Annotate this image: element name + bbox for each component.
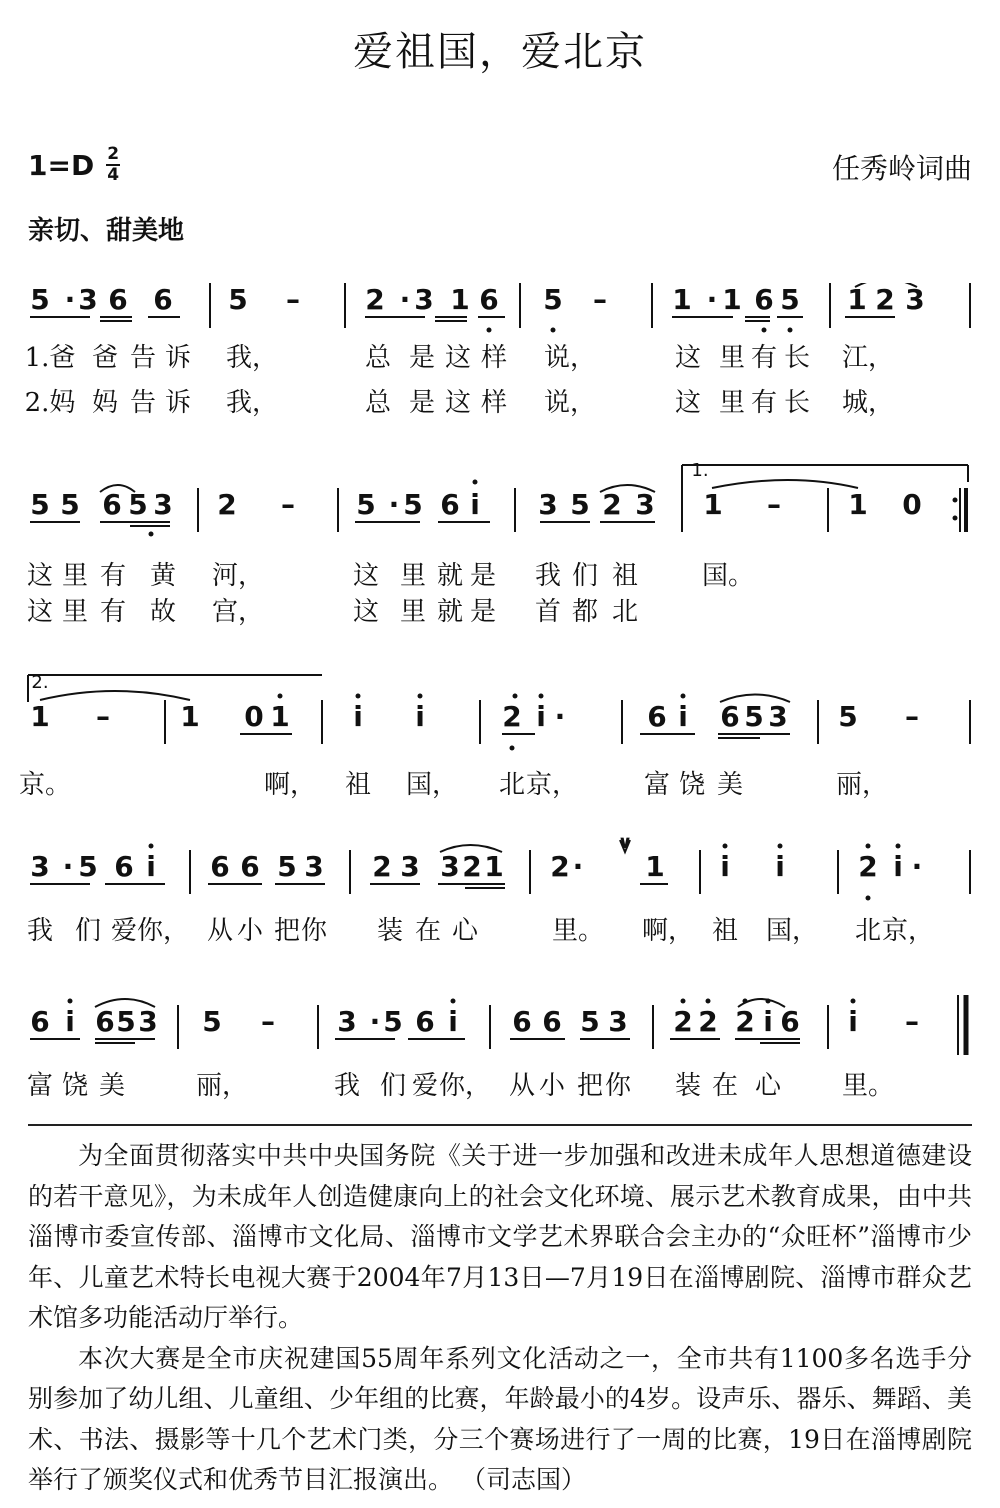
lyric: 首	[534, 597, 562, 627]
note: 1	[847, 283, 867, 316]
key-signature	[28, 145, 120, 185]
lyric: 说，	[543, 388, 597, 418]
lyric: 心	[754, 1071, 782, 1101]
note: i	[65, 1005, 75, 1038]
lyric: 故	[149, 597, 177, 627]
note: 6	[647, 700, 667, 733]
lyric: 美	[716, 770, 744, 800]
note: 5	[128, 488, 148, 521]
lyric: 2.妈	[24, 388, 76, 418]
lyric: 国，	[405, 770, 459, 800]
note: 1	[645, 850, 665, 883]
note: 3	[337, 1005, 357, 1038]
lyric: 黄	[149, 561, 177, 591]
lyric: 这	[674, 343, 702, 373]
note: i	[415, 700, 425, 733]
note-dot: ·	[388, 488, 400, 521]
note-dash: –	[767, 488, 781, 521]
lyric: 你，	[438, 1071, 492, 1101]
note-dot: ·	[572, 850, 584, 883]
note: 1	[703, 488, 723, 521]
lyrics-row-4	[0, 916, 1000, 956]
lyric: 总	[364, 388, 392, 418]
note: 6	[754, 283, 774, 316]
lyric: 们	[74, 916, 102, 946]
lyric: 我，	[225, 388, 279, 418]
note-dash: –	[905, 700, 919, 733]
note: 2	[698, 1005, 718, 1038]
lyric: 有	[750, 343, 778, 373]
lyric: 我	[333, 1071, 361, 1101]
lyric: 这	[444, 343, 472, 373]
note: 3	[304, 850, 324, 883]
note: 5	[383, 1005, 403, 1038]
note: i	[146, 850, 156, 883]
paragraph-1: 为全面贯彻落实中共中央国务院《关于进一步加强和改进未成年人思想道德建设的若干意见》，为未成年人创造健康向上的社会文化环境、展示艺术教育成果，由中共淄博市委宣传部、淄博市文化局、淄博市文学艺术界联合会主办的“众旺杯”淄博市少年、儿童艺术特长电视大赛于2004年7月13日—7月19日在淄博剧院、淄博市群众艺术馆多功能活动厅举行。	[28, 1141, 972, 1332]
lyric: 爱	[110, 916, 138, 946]
lyric: 爸	[91, 343, 119, 373]
lyric: 是	[469, 561, 497, 591]
article-body	[28, 1136, 972, 1501]
note: 2	[673, 1005, 693, 1038]
note: 6	[512, 1005, 532, 1038]
lyric: 们	[379, 1071, 407, 1101]
note: 3	[635, 488, 655, 521]
lyric: 饶	[61, 1071, 89, 1101]
note: 5	[202, 1005, 222, 1038]
note: 1	[270, 700, 290, 733]
lyric: 里	[61, 561, 89, 591]
note: 3	[138, 1005, 158, 1038]
breath-mark: ∨	[617, 832, 633, 853]
lyrics-row-1-verse-1	[0, 343, 1000, 383]
lyric: 们	[571, 561, 599, 591]
lyric: 从	[508, 1071, 536, 1101]
note: 6	[240, 850, 260, 883]
lyric: 总	[364, 343, 392, 373]
lyric: 装	[674, 1071, 702, 1101]
lyric: 样	[480, 388, 508, 418]
note: 6	[720, 700, 740, 733]
note: 5	[570, 488, 590, 521]
note: 5	[30, 488, 50, 521]
note-dot: ·	[399, 283, 411, 316]
note: 5	[580, 1005, 600, 1038]
lyric: 京，	[881, 916, 935, 946]
note: 2	[875, 283, 895, 316]
lyric: 就	[436, 561, 464, 591]
note: i	[775, 850, 785, 883]
note: 6	[108, 283, 128, 316]
note: 6	[415, 1005, 435, 1038]
lyric: 是	[469, 597, 497, 627]
lyric: 把	[273, 916, 301, 946]
note: 5	[780, 283, 800, 316]
lyric: 告	[129, 343, 157, 373]
lyric: 你，	[136, 916, 190, 946]
note: 6	[440, 488, 460, 521]
lyric: 这	[26, 597, 54, 627]
lyric: 从	[206, 916, 234, 946]
note: 6	[114, 850, 134, 883]
lyric: 有	[750, 388, 778, 418]
lyric: 你	[300, 916, 328, 946]
lyric: 有	[99, 561, 127, 591]
note: 5	[116, 1005, 136, 1038]
lyric: 妈	[91, 388, 119, 418]
lyric: 装	[376, 916, 404, 946]
note-dot: ·	[369, 1005, 381, 1038]
note: 6	[153, 283, 173, 316]
lyric: 心	[451, 916, 479, 946]
note: 2	[462, 850, 482, 883]
note: i	[893, 850, 903, 883]
note-dash: –	[281, 488, 295, 521]
lyric: 河，	[211, 561, 265, 591]
note: 3	[30, 850, 50, 883]
lyric: 你	[604, 1071, 632, 1101]
note: 3	[440, 850, 460, 883]
lyric: 里	[718, 388, 746, 418]
note: 2	[365, 283, 385, 316]
lyric: 北	[611, 597, 639, 627]
note: i	[448, 1005, 458, 1038]
note: 6	[102, 488, 122, 521]
staff-row-3	[0, 672, 1000, 752]
note: 5	[744, 700, 764, 733]
lyric: 说，	[543, 343, 597, 373]
lyric: 啊，	[641, 916, 695, 946]
lyric: 祖	[344, 770, 372, 800]
lyric: 国。	[701, 561, 755, 591]
lyric: 国，	[765, 916, 819, 946]
note-dot: ·	[706, 283, 718, 316]
note: 2	[502, 700, 522, 733]
note: 3	[608, 1005, 628, 1038]
note-dot: ·	[64, 283, 76, 316]
lyric: 京。	[18, 770, 72, 800]
lyric: 啊，	[263, 770, 317, 800]
lyrics-row-2-verse-1	[0, 561, 1000, 601]
staff-row-5	[0, 985, 1000, 1065]
lyric: 丽，	[835, 770, 889, 800]
time-signature	[106, 146, 120, 184]
note: 6	[479, 283, 499, 316]
note-dot: ·	[911, 850, 923, 883]
lyric: 是	[408, 343, 436, 373]
note: 1	[722, 283, 742, 316]
lyric: 诉	[164, 343, 192, 373]
note: i	[678, 700, 688, 733]
lyric: 城，	[841, 388, 895, 418]
lyric: 小	[236, 916, 264, 946]
note: 1	[450, 283, 470, 316]
song-title: 爱祖国，爱北京	[353, 29, 647, 75]
lyric: 北	[498, 770, 526, 800]
note-dash: –	[261, 1005, 275, 1038]
note: 3	[153, 488, 173, 521]
lyric: 1.爸	[24, 343, 76, 373]
lyric: 富	[26, 1071, 54, 1101]
note: 3	[768, 700, 788, 733]
note: i	[353, 700, 363, 733]
lyric: 这	[352, 597, 380, 627]
time-signature-top: 2	[107, 144, 120, 164]
lyric: 美	[98, 1071, 126, 1101]
lyric: 告	[129, 388, 157, 418]
note: 1	[484, 850, 504, 883]
note: 2	[550, 850, 570, 883]
lyric: 里。	[551, 916, 605, 946]
lyric: 都	[571, 597, 599, 627]
note: 0	[244, 700, 264, 733]
note: 2	[735, 1005, 755, 1038]
lyric: 祖	[711, 916, 739, 946]
note: i	[763, 1005, 773, 1038]
lyric: 有	[99, 597, 127, 627]
lyric: 富	[643, 770, 671, 800]
lyric: 我	[26, 916, 54, 946]
lyric: 在	[414, 916, 442, 946]
lyric: 这	[444, 388, 472, 418]
lyric: 宫，	[211, 597, 265, 627]
note: 3	[538, 488, 558, 521]
note: i	[536, 700, 546, 733]
staff-row-2	[0, 460, 1000, 540]
lyric: 这	[674, 388, 702, 418]
section-divider	[28, 1124, 972, 1126]
note: 6	[210, 850, 230, 883]
lyrics-row-2-verse-2	[0, 597, 1000, 637]
lyric: 京，	[525, 770, 579, 800]
lyric: 这	[26, 561, 54, 591]
note: 5	[356, 488, 376, 521]
key-label: 1=D	[28, 148, 95, 182]
note: 1	[30, 700, 50, 733]
note-dash: –	[905, 1005, 919, 1038]
lyric: 江，	[841, 343, 895, 373]
note: 5	[277, 850, 297, 883]
volta-1-label: 1.	[691, 460, 709, 481]
lyric: 我，	[225, 343, 279, 373]
note: 5	[228, 283, 248, 316]
note: 2	[858, 850, 878, 883]
lyric: 把	[576, 1071, 604, 1101]
lyric: 长	[783, 343, 811, 373]
lyric: 里	[399, 561, 427, 591]
lyrics-row-1-verse-2	[0, 388, 1000, 428]
note: i	[470, 488, 480, 521]
note-dash: –	[286, 283, 300, 316]
lyric: 丽，	[195, 1071, 249, 1101]
note: 6	[95, 1005, 115, 1038]
note-dash: –	[593, 283, 607, 316]
note: 1	[672, 283, 692, 316]
note: 6	[780, 1005, 800, 1038]
note: 5	[30, 283, 50, 316]
lyric: 是	[408, 388, 436, 418]
lyric: 长	[783, 388, 811, 418]
note: 5	[78, 850, 98, 883]
time-signature-bottom: 4	[107, 165, 120, 185]
lyric: 祖	[611, 561, 639, 591]
lyric: 里	[61, 597, 89, 627]
note: 6	[542, 1005, 562, 1038]
lyric: 饶	[678, 770, 706, 800]
lyric: 里	[399, 597, 427, 627]
note: 5	[403, 488, 423, 521]
lyrics-row-3	[0, 770, 1000, 810]
lyric: 爱	[411, 1071, 439, 1101]
note-dot: ·	[62, 850, 74, 883]
lyric: 诉	[164, 388, 192, 418]
tempo-marking: 亲切、甜美地	[28, 216, 185, 246]
note: 3	[400, 850, 420, 883]
lyric: 这	[352, 561, 380, 591]
note: 3	[414, 283, 434, 316]
note: 2	[372, 850, 392, 883]
lyric: 样	[480, 343, 508, 373]
lyrics-row-5	[0, 1071, 1000, 1111]
lyric: 就	[436, 597, 464, 627]
note: 2	[217, 488, 237, 521]
volta-2-label: 2.	[31, 672, 49, 693]
note: i	[720, 850, 730, 883]
lyric: 里。	[841, 1071, 895, 1101]
lyric: 小	[538, 1071, 566, 1101]
note: 1	[180, 700, 200, 733]
note: 1	[848, 488, 868, 521]
lyric: 我	[534, 561, 562, 591]
staff-row-4	[0, 830, 1000, 910]
note: 3	[905, 283, 925, 316]
paragraph-2: 本次大赛是全市庆祝建国55周年系列文化活动之一，全市共有1100多名选手分别参加了幼儿组、儿童组、少年组的比赛，年龄最小的4岁。设声乐、器乐、舞蹈、美术、书法、摄影等十几个艺术门类，分三个赛场进行了一周的比赛，19日在淄博剧院举行了颁奖仪式和优秀节目汇报演出。 （司志国）	[28, 1343, 972, 1494]
note-dash: –	[96, 700, 110, 733]
note-dot: ·	[554, 700, 566, 733]
note: 5	[543, 283, 563, 316]
note: i	[848, 1005, 858, 1038]
lyric: 北	[854, 916, 882, 946]
note: 2	[602, 488, 622, 521]
composer-credit: 任秀岭词曲	[831, 152, 972, 185]
lyric: 在	[711, 1071, 739, 1101]
note: 5	[838, 700, 858, 733]
lyric: 里	[718, 343, 746, 373]
note: 0	[902, 488, 922, 521]
note: 5	[60, 488, 80, 521]
note: 6	[30, 1005, 50, 1038]
note: 3	[78, 283, 98, 316]
